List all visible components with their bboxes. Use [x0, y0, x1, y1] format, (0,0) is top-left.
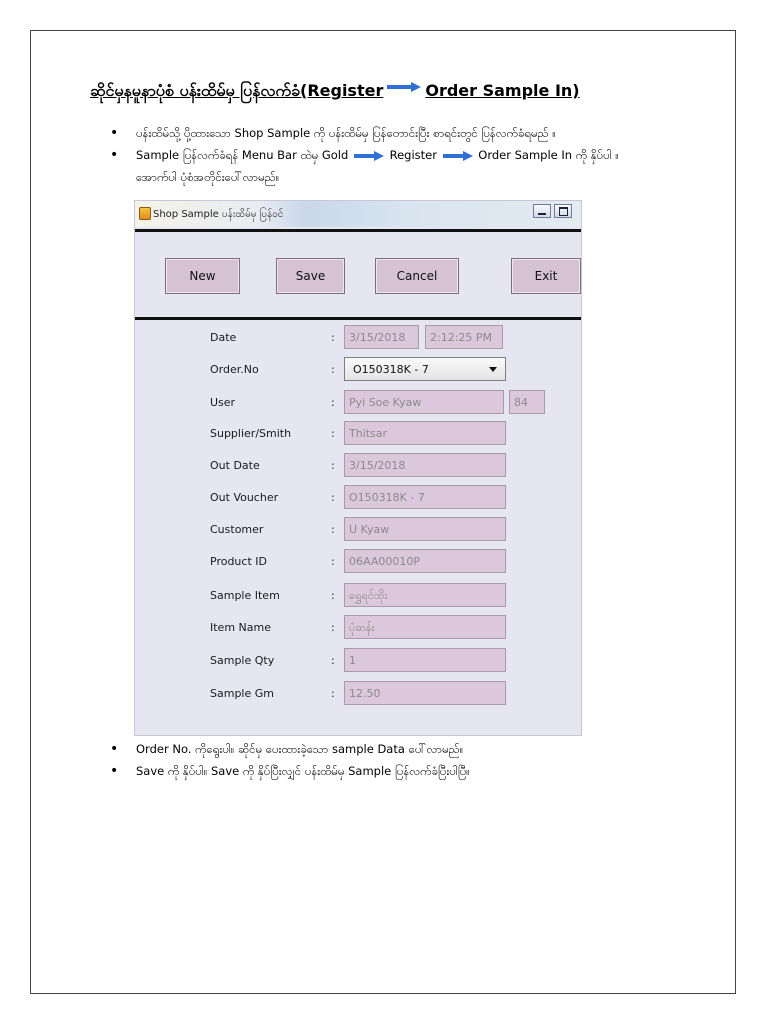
out-date-field[interactable]: 3/15/2018: [344, 453, 506, 477]
product-id-label: Product ID: [210, 555, 267, 568]
list-item: [110, 144, 710, 166]
list-item: [110, 760, 710, 782]
colon: :: [331, 555, 335, 568]
colon: :: [331, 491, 335, 504]
customer-row: [135, 517, 581, 543]
window-title: Shop Sample ပန်းထိမ်မှ ပြန်ဝင်: [153, 209, 284, 220]
window-titlebar[interactable]: [135, 201, 581, 227]
sample-item-label: Sample Item: [210, 589, 280, 602]
page-heading: [90, 80, 580, 104]
item-name-label: Item Name: [210, 621, 271, 634]
list-item: [110, 738, 710, 760]
list-item-text: Register: [389, 148, 437, 162]
new-button[interactable]: New: [165, 258, 240, 294]
sample-qty-row: [135, 648, 581, 674]
list-item-text: ပန်းထိမ်သို့ ပို့ထားသော Shop Sample ကို ပန်းထိမ်မှ ပြန်တောင်းပြီး စာရင်းတွင် ပြန်လက်ခံရမည် ။: [136, 126, 556, 140]
list-item-text: Order Sample In ကို နှိပ်ပါ ။: [478, 148, 619, 162]
order-no-select[interactable]: [344, 357, 506, 381]
arrow-right-icon: [387, 82, 421, 92]
user-row: [135, 390, 581, 416]
divider: [135, 317, 581, 320]
order-no-label: Order.No: [210, 363, 259, 376]
list-item-text: Save ကို နှိပ်ပါ။ Save ကို နှိပ်ပြီးလျှင် ပန်းထိမ်မှ Sample ပြန်လက်ခံပြီးပါပြီ။: [136, 764, 470, 778]
date-field[interactable]: 3/15/2018: [344, 325, 419, 349]
user-code-field[interactable]: 84: [509, 390, 545, 414]
colon: :: [331, 363, 335, 376]
supplier-label: Supplier/Smith: [210, 427, 292, 440]
order-no-row: [135, 357, 581, 383]
list-item-continuation: [110, 166, 710, 188]
user-field[interactable]: Pyi Soe Kyaw: [344, 390, 504, 414]
save-button[interactable]: Save: [276, 258, 345, 294]
shop-sample-window: [134, 200, 582, 736]
list-item-text: အောက်ပါ ပုံစံအတိုင်းပေါ်လာမည်။: [136, 170, 280, 184]
customer-label: Customer: [210, 523, 264, 536]
colon: :: [331, 589, 335, 602]
colon: :: [331, 459, 335, 472]
time-field[interactable]: 2:12:25 PM: [425, 325, 503, 349]
supplier-field[interactable]: Thitsar: [344, 421, 506, 445]
out-voucher-field[interactable]: O150318K - 7: [344, 485, 506, 509]
app-icon: [139, 207, 151, 220]
user-label: User: [210, 396, 236, 409]
sample-qty-label: Sample Qty: [210, 654, 275, 667]
colon: :: [331, 687, 335, 700]
colon: :: [331, 331, 335, 344]
arrow-right-icon: [354, 151, 384, 161]
list-item-text: Order No. ကိုရွေးပါ။ ဆိုင်မှ ပေးထားခဲ့သော sample Data ပေါ်လာမည်။: [136, 742, 464, 756]
colon: :: [331, 523, 335, 536]
product-id-row: [135, 549, 581, 575]
out-voucher-label: Out Voucher: [210, 491, 279, 504]
out-date-label: Out Date: [210, 459, 260, 472]
minimize-button[interactable]: [533, 204, 551, 218]
customer-field[interactable]: U Kyaw: [344, 517, 506, 541]
instruction-list: [110, 122, 710, 188]
colon: :: [331, 654, 335, 667]
arrow-right-icon: [443, 151, 473, 161]
date-row: [135, 325, 581, 351]
sample-item-row: [135, 583, 581, 609]
date-label: Date: [210, 331, 237, 344]
out-date-row: [135, 453, 581, 479]
out-voucher-row: [135, 485, 581, 511]
sample-gm-label: Sample Gm: [210, 687, 274, 700]
supplier-row: [135, 421, 581, 447]
heading-part-1: ဆိုင်မှနမူနာပုံစံ ပန်းထိမ်မှ ပြန်လက်ခံ(Register: [90, 81, 384, 100]
colon: :: [331, 427, 335, 440]
list-item: [110, 122, 710, 144]
sample-gm-field[interactable]: 12.50: [344, 681, 506, 705]
sample-gm-row: [135, 681, 581, 707]
chevron-down-icon[interactable]: [489, 367, 497, 372]
exit-button[interactable]: Exit: [511, 258, 581, 294]
sample-qty-field[interactable]: 1: [344, 648, 506, 672]
item-name-field[interactable]: ပုံဆန်း: [344, 615, 506, 639]
colon: :: [331, 621, 335, 634]
maximize-button[interactable]: [554, 204, 572, 218]
colon: :: [331, 396, 335, 409]
heading-part-2: Order Sample In): [425, 81, 580, 100]
cancel-button[interactable]: Cancel: [375, 258, 459, 294]
divider: [135, 229, 581, 232]
product-id-field[interactable]: 06AA00010P: [344, 549, 506, 573]
sample-item-field[interactable]: ရွှေရင်ထိုး: [344, 583, 506, 607]
item-name-row: [135, 615, 581, 641]
instruction-list-after: [110, 738, 710, 782]
order-no-value: O150318K - 7: [353, 363, 429, 376]
list-item-text: Sample ပြန်လက်ခံရန် Menu Bar ထဲမှ Gold: [136, 148, 349, 162]
